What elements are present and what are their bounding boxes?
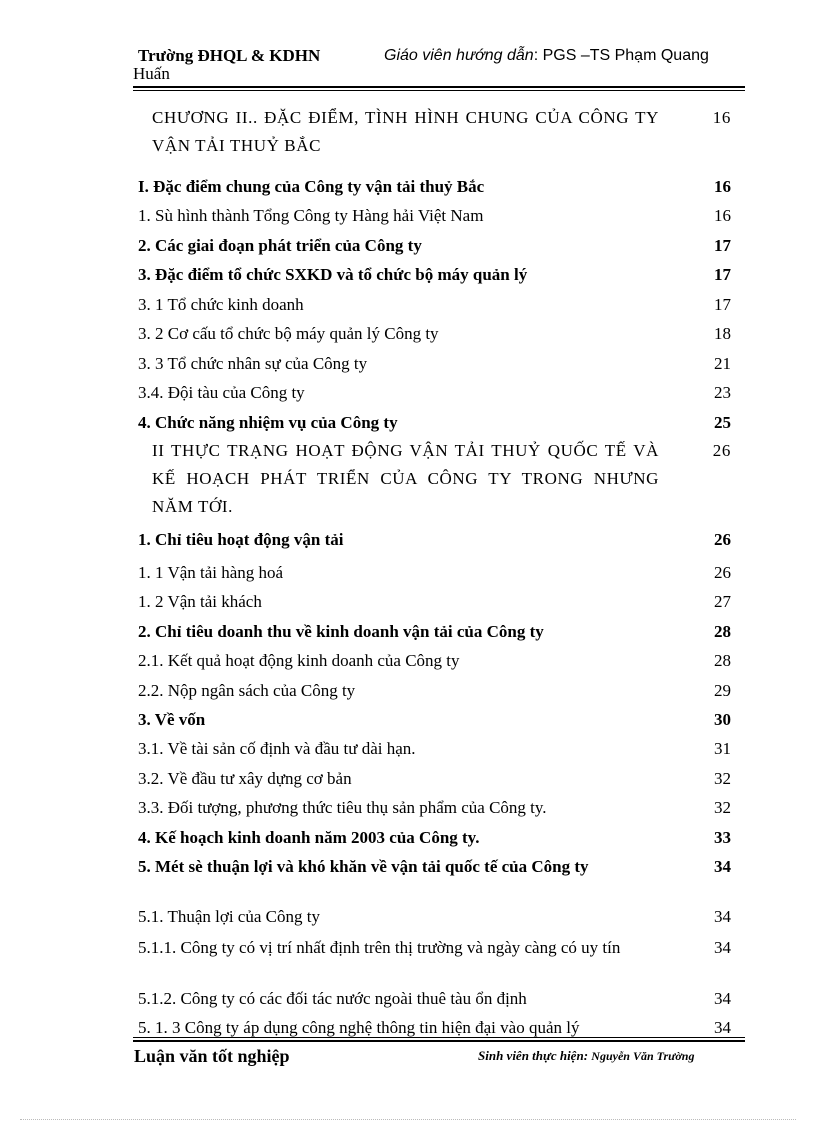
toc-entry-page: 21 (714, 354, 731, 373)
toc-entry-title: 3.1. Về tài sản cố định và đầu tư dài hạn. (138, 739, 416, 758)
header-continuation: Huấn (133, 64, 170, 83)
toc-entry-page: 26 (712, 441, 731, 460)
toc-entry-title: 1. Sù hình thành Tổng Công ty Hàng hải Việt Nam (138, 206, 484, 225)
toc-entry-page: 17 (714, 265, 731, 284)
header-rule-thin (133, 90, 745, 91)
toc-entry-page: 34 (714, 1018, 731, 1037)
toc-entry-title: 1. 1 Vận tải hàng hoá (138, 563, 284, 582)
school-name: Trường ĐHQL & KDHN (138, 46, 321, 65)
toc-entry-page: 28 (714, 622, 731, 641)
footer-rule-thick (133, 1040, 745, 1042)
toc-entry-page: 18 (714, 324, 731, 343)
toc-entry-title: 3.3. Đối tượng, phương thức tiêu thụ sản phẩm của Công ty. (138, 798, 547, 817)
toc-entry-title: 3. Đặc điểm tổ chức SXKD và tổ chức bộ máy quản lý (138, 265, 528, 284)
toc-entry-page: 30 (714, 710, 731, 729)
toc-entry-page: 26 (714, 530, 731, 549)
toc-entry-title: 3.2. Về đầu tư xây dựng cơ bản (138, 769, 352, 788)
toc-entry-page: 34 (714, 907, 731, 926)
toc-entry-page: 25 (714, 413, 731, 432)
toc-entry-title: 2.2. Nộp ngân sách của Công ty (138, 681, 356, 700)
toc-entry-page: 17 (714, 295, 731, 314)
toc-entry-page: 27 (714, 592, 731, 611)
toc-entry-page: 34 (714, 857, 731, 876)
toc-entry-page: 23 (714, 383, 731, 402)
toc-entry-page: 32 (714, 798, 731, 817)
toc-entry-page: 34 (714, 989, 731, 1008)
toc-entry-title: 3. Về vốn (138, 710, 206, 729)
toc-entry-title: 2. Các giai đoạn phát triển của Công ty (138, 236, 422, 255)
toc-entry-title: 3.4. Đội tàu của Công ty (138, 383, 305, 402)
toc-entry-title: 5.1. Thuận lợi của Công ty (138, 907, 320, 926)
toc-entry-title: 5.1.1. Công ty có vị trí nhất định trên thị trường và ngày càng có uy tín (138, 938, 621, 957)
toc-entry-title: 2.1. Kết quả hoạt động kinh doanh của Công ty (138, 651, 460, 670)
toc-entry-title: 1. Chỉ tiêu hoạt động vận tải (138, 530, 344, 549)
toc-entry-title: 1. 2 Vận tải khách (138, 592, 262, 611)
toc-entry-page: 34 (714, 938, 731, 957)
toc-entry-page: 31 (714, 739, 731, 758)
footer-rule-thin (133, 1037, 745, 1038)
toc-entry-title: CHƯƠNG II.. ĐẶC ĐIỂM, TÌNH HÌNH CHUNG CỦA CÔNG TY VẬN TẢI THUỶ BẮC (152, 108, 659, 155)
toc-entry-page: 16 (714, 177, 731, 196)
advisor-line (384, 46, 714, 66)
advisor-name: : PGS –TS Phạm Quang (533, 47, 709, 64)
toc-entry-title: 5. 1. 3 Công ty áp dụng công nghệ thông tin hiện đại vào quản lý (138, 1018, 580, 1037)
toc-entry-title: 3. 2 Cơ cấu tổ chức bộ máy quản lý Công ty (138, 324, 439, 343)
header-rule-thick (133, 86, 745, 88)
student-line (478, 1048, 740, 1064)
toc-entry-title: I. Đặc điểm chung của Công ty vận tải thuỷ Bắc (138, 177, 485, 196)
toc-entry-title: 5. Mét sè thuận lợi và khó khăn về vận tải quốc tế của Công ty (138, 857, 589, 876)
toc-entry-page: 26 (714, 563, 731, 582)
toc-entry-page: 16 (714, 206, 731, 225)
toc-entry-title: II THỰC TRẠNG HOẠT ĐỘNG VẬN TẢI THUỶ QUỐC TẾ VÀ KẾ HOẠCH PHÁT TRIỂN CỦA CÔNG TY TRONG NHƯNG NĂM TỚI. (152, 441, 659, 516)
toc-entry-title: 4. Chức năng nhiệm vụ của Công ty (138, 413, 398, 432)
toc-entry-page: 29 (714, 681, 731, 700)
toc-entry-page: 32 (714, 769, 731, 788)
toc-entry-page: 28 (714, 651, 731, 670)
toc-entry-title: 3. 3 Tổ chức nhân sự của Công ty (138, 354, 368, 373)
toc-entry-page: 16 (712, 108, 731, 127)
toc-entry-page: 17 (714, 236, 731, 255)
toc-entry-title: 2. Chỉ tiêu doanh thu về kinh doanh vận tải của Công ty (138, 622, 544, 641)
advisor-label: Giáo viên hướng dẫn (384, 47, 534, 64)
student-colon: : (583, 1048, 592, 1063)
toc-entry-page: 33 (714, 828, 731, 847)
toc-entry-title: 4. Kế hoạch kinh doanh năm 2003 của Công ty. (138, 828, 480, 847)
student-name: Nguyễn Văn Trường (591, 1049, 695, 1063)
student-label: Sinh viên thực hiện (478, 1048, 584, 1063)
thesis-label: Luận văn tốt nghiệp (134, 1046, 290, 1066)
toc-entry-title: 5.1.2. Công ty có các đối tác nước ngoài thuê tàu ổn định (138, 989, 527, 1008)
page-edge-divider (20, 1119, 796, 1120)
toc-entry-title: 3. 1 Tổ chức kinh doanh (138, 295, 304, 314)
